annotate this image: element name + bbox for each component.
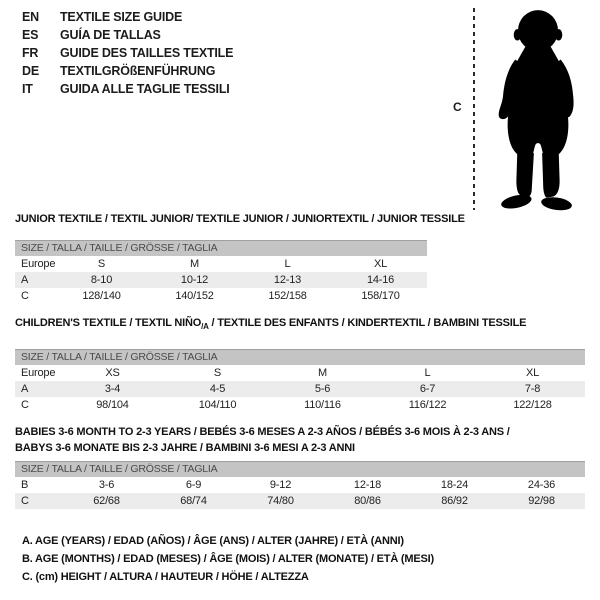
size-value-cell: 80/86 — [354, 495, 381, 507]
table-row — [15, 256, 427, 272]
size-value-cell: S — [213, 367, 222, 380]
language-code: IT — [22, 82, 33, 96]
size-value-cell: 14-16 — [366, 274, 395, 286]
size-value-cell: 6-9 — [185, 479, 202, 491]
size-value-cell: L — [284, 258, 291, 270]
size-value-cell: 140/152 — [175, 290, 214, 302]
guide-title: TEXTILE SIZE GUIDE — [60, 10, 183, 24]
language-code: ES — [22, 28, 39, 42]
section-junior-textile — [15, 211, 465, 304]
table-row — [15, 365, 585, 381]
legend-age-years: A. AGE (YEARS) / EDAD (AÑOS) / ÂGE (ANS) / ALTER (JAHRE) / ETÀ (ANNI) — [22, 535, 404, 547]
language-code: FR — [22, 46, 39, 60]
size-value-cell: 5-6 — [314, 383, 331, 396]
row-label: Europe — [21, 258, 55, 270]
size-value-cell: 9-12 — [269, 479, 292, 491]
size-value-cell: 8-10 — [90, 274, 113, 286]
size-value-cell: XS — [105, 367, 120, 380]
row-label: Europe — [21, 367, 56, 380]
title-text: BABYS 3-6 MONATE BIS 2-3 JAHRE / BAMBINI 3-6 MESI A 2-3 ANNI — [15, 442, 355, 454]
size-value-cell: 98/104 — [96, 399, 129, 412]
size-value-cell: 74/80 — [267, 495, 294, 507]
measure-dashed-line — [473, 8, 475, 210]
size-value-cell: 116/122 — [408, 399, 447, 412]
legend-height-cm: C. (cm) HEIGHT / ALTURA / HAUTEUR / HÖHE / ALTEZZA — [22, 571, 309, 583]
row-label: C — [21, 290, 29, 302]
size-value-cell: 6-7 — [419, 383, 436, 396]
table-row — [15, 381, 585, 397]
size-header-row — [15, 241, 427, 257]
size-header: SIZE / TALLA / TAILLE / GRÖSSE / TAGLIA — [15, 350, 585, 366]
title-text: BABIES 3-6 MONTH TO 2-3 YEARS / BEBÉS 3-6 MESES A 2-3 AÑOS / BÉBÉS 3-6 MOIS À 2-3 ANS / — [15, 426, 510, 438]
language-row — [22, 8, 233, 26]
measurement-legend — [22, 532, 434, 586]
size-value-cell: 110/116 — [304, 399, 341, 412]
guide-title: GUIDE DES TAILLES TEXTILE — [60, 46, 234, 60]
size-value-cell: 12-18 — [353, 479, 382, 491]
section-babies-textile — [15, 424, 585, 509]
size-value-cell: 86/92 — [441, 495, 468, 507]
language-code: DE — [22, 64, 39, 78]
table-row — [15, 272, 427, 288]
language-row — [22, 62, 233, 80]
section-title — [15, 424, 585, 440]
section-title — [15, 211, 465, 227]
section-title — [15, 440, 585, 456]
language-row — [22, 26, 233, 44]
language-code: EN — [22, 10, 39, 24]
size-value-cell: XL — [525, 367, 540, 380]
size-value-cell: 92/98 — [528, 495, 555, 507]
size-value-cell: 10-12 — [180, 274, 209, 286]
size-value-cell: 122/128 — [513, 399, 552, 412]
size-value-cell: 3-4 — [104, 383, 121, 396]
row-label: B — [21, 479, 29, 491]
size-value-cell: 18-24 — [440, 479, 469, 491]
size-value-cell: 7-8 — [524, 383, 541, 396]
size-value-cell: 158/170 — [361, 290, 400, 302]
size-value-cell: 128/140 — [82, 290, 121, 302]
size-value-cell: 4-5 — [209, 383, 226, 396]
size-value-cell: 152/158 — [268, 290, 307, 302]
height-measure-figure — [445, 4, 595, 216]
size-value-cell: S — [97, 258, 106, 270]
children-size-table — [15, 349, 585, 413]
section-title — [15, 315, 585, 335]
size-value-cell: M — [190, 258, 199, 270]
size-value-cell: 104/110 — [198, 399, 237, 412]
junior-size-table — [15, 240, 427, 304]
size-value-cell: 68/74 — [180, 495, 207, 507]
title-text: CHILDREN'S TEXTILE / TEXTIL NIÑO — [15, 317, 202, 329]
size-header: SIZE / TALLA / TAILLE / GRÖSSE / TAGLIA — [15, 241, 427, 257]
table-row — [15, 397, 585, 413]
table-row — [15, 493, 585, 509]
size-header-row — [15, 350, 585, 366]
size-value-cell: L — [424, 367, 431, 380]
size-value-cell: M — [318, 367, 327, 380]
language-row — [22, 80, 233, 98]
language-row — [22, 44, 233, 62]
size-header-row — [15, 462, 585, 478]
title-text: / TEXTILE DES ENFANTS / KINDERTEXTIL / BAMBINI TESSILE — [208, 317, 527, 329]
size-value-cell: 24-36 — [527, 479, 556, 491]
height-measure-label: C — [453, 100, 462, 114]
row-label: A — [21, 383, 29, 396]
table-row — [15, 477, 585, 493]
title-text: /A — [201, 322, 209, 332]
row-label: C — [21, 495, 29, 507]
size-value-cell: 62/68 — [93, 495, 120, 507]
row-label: A — [21, 274, 29, 286]
table-row — [15, 288, 427, 304]
size-value-cell: 3-6 — [98, 479, 115, 491]
size-header: SIZE / TALLA / TAILLE / GRÖSSE / TAGLIA — [15, 462, 585, 478]
size-value-cell: 12-13 — [273, 274, 302, 286]
title-text: JUNIOR TEXTILE / TEXTIL JUNIOR/ TEXTILE JUNIOR / JUNIORTEXTIL / JUNIOR TESSILE — [15, 213, 465, 225]
guide-title: GUÍA DE TALLAS — [60, 28, 161, 42]
guide-title: TEXTILGRÖßENFÜHRUNG — [60, 64, 216, 78]
legend-age-months: B. AGE (MONTHS) / EDAD (MESES) / ÂGE (MOIS) / ALTER (MONATE) / ETÀ (MESI) — [22, 553, 434, 565]
baby-silhouette-image — [485, 6, 591, 212]
babies-size-table — [15, 461, 585, 509]
guide-title: GUIDA ALLE TAGLIE TESSILI — [60, 82, 230, 96]
section-children-textile — [15, 315, 585, 413]
size-value-cell: XL — [373, 258, 388, 270]
row-label: C — [21, 399, 29, 412]
language-title-list — [22, 8, 233, 98]
